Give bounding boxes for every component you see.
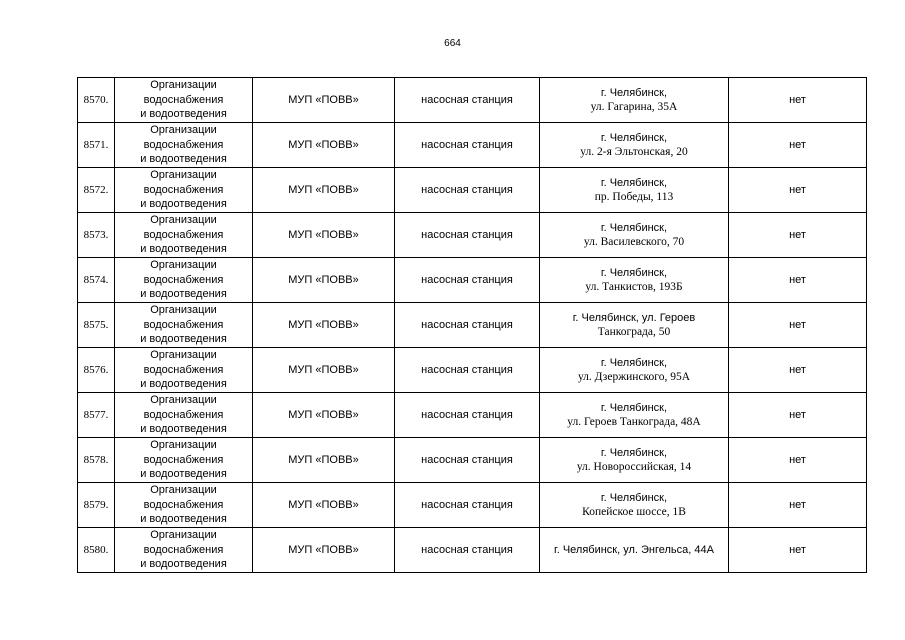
organization-type-line: Организации: [150, 79, 217, 92]
address-line: г. Челябинск,: [600, 221, 668, 234]
organization-type-line: водоснабжения: [143, 498, 224, 511]
table-row: [78, 303, 867, 348]
address-line: г. Челябинск,: [600, 86, 668, 99]
organization-name-cell: МУП «ПОВВ»: [253, 348, 395, 393]
organization-type-cell: [115, 393, 253, 438]
organization-type-line: и водоотведения: [140, 378, 227, 391]
organization-type-line: водоснабжения: [143, 273, 224, 286]
organization-name-cell: МУП «ПОВВ»: [253, 168, 395, 213]
organization-type-line: водоснабжения: [143, 363, 224, 376]
status-cell: нет: [729, 168, 867, 213]
organization-type-line: водоснабжения: [143, 453, 224, 466]
table-row: [78, 168, 867, 213]
object-type-cell: насосная станция: [395, 78, 540, 123]
organization-name-cell: МУП «ПОВВ»: [253, 528, 395, 573]
address-line: г. Челябинск,: [600, 266, 668, 279]
address-cell: [540, 438, 729, 483]
organization-type-line: водоснабжения: [143, 228, 224, 241]
address-line: ул. Новороссийская, 14: [576, 461, 692, 473]
row-number-cell: 8572.: [78, 168, 115, 213]
status-cell: нет: [729, 348, 867, 393]
row-number-cell: 8578.: [78, 438, 115, 483]
organization-type-cell: [115, 123, 253, 168]
organization-type-cell: [115, 78, 253, 123]
table-row: [78, 258, 867, 303]
organization-type-line: и водоотведения: [140, 468, 227, 481]
registry-table: [77, 77, 867, 573]
organization-type-line: Организации: [150, 169, 217, 182]
organization-type-cell: [115, 168, 253, 213]
row-number-cell: 8577.: [78, 393, 115, 438]
organization-type-line: Организации: [150, 394, 217, 407]
status-cell: нет: [729, 528, 867, 573]
row-number-cell: 8580.: [78, 528, 115, 573]
status-cell: нет: [729, 78, 867, 123]
status-cell: нет: [729, 393, 867, 438]
organization-type-line: Организации: [150, 349, 217, 362]
organization-type-line: и водоотведения: [140, 423, 227, 436]
organization-type-line: водоснабжения: [143, 138, 224, 151]
organization-name-cell: МУП «ПОВВ»: [253, 438, 395, 483]
row-number-cell: 8571.: [78, 123, 115, 168]
address-line: г. Челябинск, ул. Героев: [572, 311, 696, 324]
organization-name-cell: МУП «ПОВВ»: [253, 123, 395, 168]
table-row: [78, 78, 867, 123]
address-cell: [540, 303, 729, 348]
organization-type-line: водоснабжения: [143, 93, 224, 106]
organization-type-line: и водоотведения: [140, 108, 227, 121]
row-number-cell: 8575.: [78, 303, 115, 348]
address-cell: [540, 348, 729, 393]
table-row: [78, 528, 867, 573]
organization-type-line: и водоотведения: [140, 153, 227, 166]
organization-type-cell: [115, 438, 253, 483]
organization-type-cell: [115, 348, 253, 393]
organization-type-line: водоснабжения: [143, 183, 224, 196]
row-number-cell: 8574.: [78, 258, 115, 303]
organization-type-line: Организации: [150, 214, 217, 227]
row-number-cell: 8573.: [78, 213, 115, 258]
address-line: г. Челябинск,: [600, 491, 668, 504]
object-type-cell: насосная станция: [395, 303, 540, 348]
address-line: ул. Героев Танкограда, 48А: [567, 416, 701, 428]
address-line: г. Челябинск,: [600, 131, 668, 144]
organization-type-line: и водоотведения: [140, 513, 227, 526]
table-row: [78, 393, 867, 438]
organization-type-line: и водоотведения: [140, 198, 227, 211]
address-cell: [540, 528, 729, 573]
organization-type-cell: [115, 528, 253, 573]
address-line: г. Челябинск, ул. Энгельса, 44А: [554, 543, 714, 556]
table-row: [78, 123, 867, 168]
address-line: ул. Танкистов, 193Б: [585, 281, 683, 293]
organization-type-cell: [115, 213, 253, 258]
organization-type-line: и водоотведения: [140, 243, 227, 256]
address-line: г. Челябинск,: [600, 176, 668, 189]
row-number-cell: 8579.: [78, 483, 115, 528]
table-row: [78, 438, 867, 483]
organization-name-cell: МУП «ПОВВ»: [253, 303, 395, 348]
address-cell: [540, 123, 729, 168]
organization-type-line: водоснабжения: [143, 318, 224, 331]
page-number: 664: [444, 38, 461, 49]
organization-name-cell: МУП «ПОВВ»: [253, 213, 395, 258]
organization-type-cell: [115, 258, 253, 303]
organization-type-line: водоснабжения: [143, 543, 224, 556]
organization-type-line: и водоотведения: [140, 333, 227, 346]
table-row: [78, 213, 867, 258]
address-line: Копейское шоссе, 1В: [582, 506, 686, 518]
address-cell: [540, 483, 729, 528]
address-line: ул. Дзержинского, 95А: [577, 371, 691, 383]
status-cell: нет: [729, 123, 867, 168]
object-type-cell: насосная станция: [395, 483, 540, 528]
organization-name-cell: МУП «ПОВВ»: [253, 78, 395, 123]
table-row: [78, 348, 867, 393]
object-type-cell: насосная станция: [395, 438, 540, 483]
status-cell: нет: [729, 213, 867, 258]
address-cell: [540, 393, 729, 438]
address-cell: [540, 78, 729, 123]
organization-type-line: Организации: [150, 124, 217, 137]
address-line: пр. Победы, 113: [594, 191, 674, 203]
organization-name-cell: МУП «ПОВВ»: [253, 258, 395, 303]
organization-type-line: Организации: [150, 439, 217, 452]
address-cell: [540, 258, 729, 303]
organization-type-line: и водоотведения: [140, 558, 227, 571]
organization-type-line: Организации: [150, 304, 217, 317]
organization-type-line: и водоотведения: [140, 288, 227, 301]
table-row: [78, 483, 867, 528]
status-cell: нет: [729, 483, 867, 528]
object-type-cell: насосная станция: [395, 393, 540, 438]
object-type-cell: насосная станция: [395, 528, 540, 573]
row-number-cell: 8576.: [78, 348, 115, 393]
row-number-cell: 8570.: [78, 78, 115, 123]
organization-type-line: Организации: [150, 484, 217, 497]
address-line: ул. Гагарина, 35А: [590, 101, 678, 113]
organization-type-cell: [115, 483, 253, 528]
object-type-cell: насосная станция: [395, 168, 540, 213]
address-line: г. Челябинск,: [600, 446, 668, 459]
object-type-cell: насосная станция: [395, 258, 540, 303]
organization-type-line: водоснабжения: [143, 408, 224, 421]
organization-name-cell: МУП «ПОВВ»: [253, 483, 395, 528]
organization-type-cell: [115, 303, 253, 348]
address-cell: [540, 168, 729, 213]
organization-type-line: Организации: [150, 259, 217, 272]
address-line: ул. 2-я Эльтонская, 20: [580, 146, 688, 158]
address-line: г. Челябинск,: [600, 356, 668, 369]
organization-name-cell: МУП «ПОВВ»: [253, 393, 395, 438]
address-line: г. Челябинск,: [600, 401, 668, 414]
status-cell: нет: [729, 258, 867, 303]
object-type-cell: насосная станция: [395, 213, 540, 258]
object-type-cell: насосная станция: [395, 123, 540, 168]
address-cell: [540, 213, 729, 258]
address-line: ул. Василевского, 70: [583, 236, 685, 248]
status-cell: нет: [729, 303, 867, 348]
registry-table-body: [78, 78, 867, 573]
organization-type-line: Организации: [150, 529, 217, 542]
address-line: Танкограда, 50: [597, 326, 671, 338]
object-type-cell: насосная станция: [395, 348, 540, 393]
status-cell: нет: [729, 438, 867, 483]
